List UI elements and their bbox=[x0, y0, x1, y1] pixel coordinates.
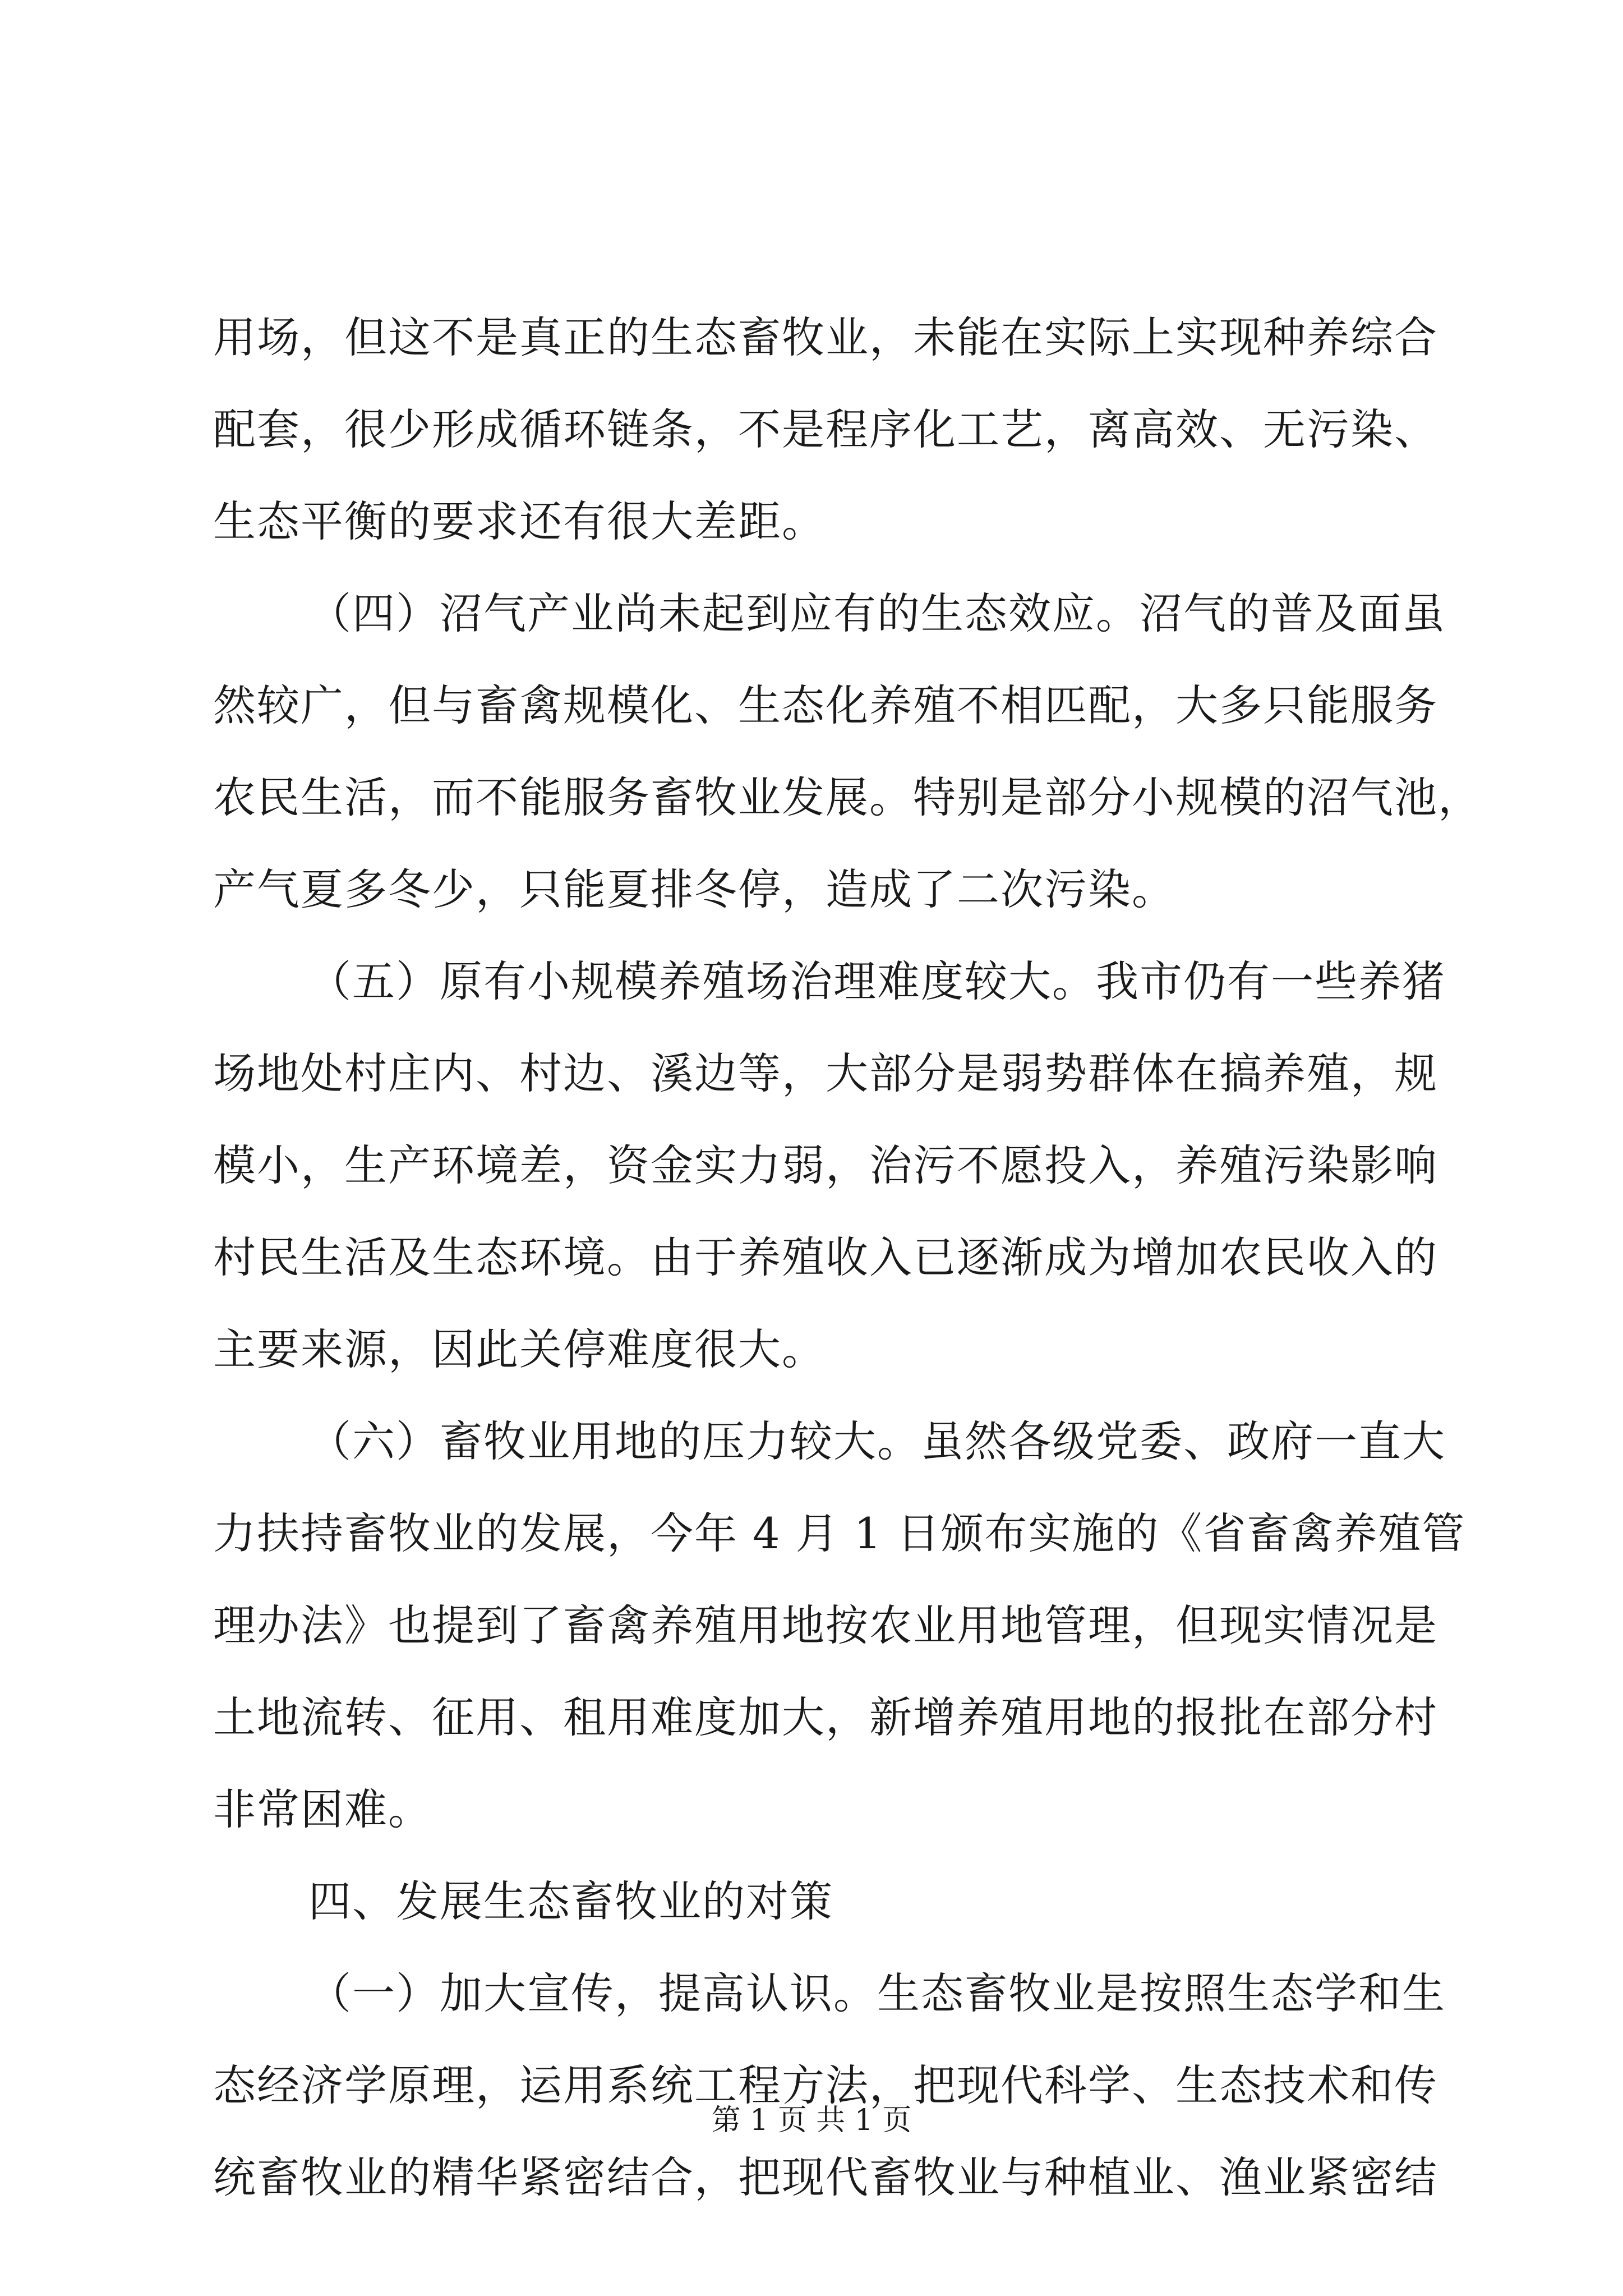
text-line: 产气夏多冬少，只能夏排冬停，造成了二次污染。 bbox=[213, 864, 1175, 914]
text-line: 农民生活，而不能服务畜牧业发展。特别是部分小规模的沼气池， bbox=[213, 772, 1482, 822]
text-line: 土地流转、征用、租用难度加大，新增养殖用地的报批在部分村 bbox=[213, 1692, 1438, 1742]
text-line: 力扶持畜牧业的发展，今年 4 月 1 日颁布实施的《省畜禽养殖管 bbox=[213, 1508, 1466, 1558]
text-line: 场地处村庄内、村边、溪边等，大部分是弱势群体在搞养殖，规 bbox=[213, 1048, 1438, 1098]
text-line: 统畜牧业的精华紧密结合，把现代畜牧业与种植业、渔业紧密结 bbox=[213, 2152, 1438, 2202]
text-line: 配套，很少形成循环链条，不是程序化工艺，离高效、无污染、 bbox=[213, 404, 1438, 454]
text-line: 四、发展生态畜牧业的对策 bbox=[308, 1876, 833, 1926]
document-body bbox=[213, 292, 1482, 2224]
text-line: 态经济学原理，运用系统工程方法，把现代科学、生态技术和传 bbox=[213, 2060, 1438, 2110]
page-footer: 第 1 页 共 1 页 bbox=[711, 2104, 912, 2137]
text-line: （六）畜牧业用地的压力较大。虽然各级党委、政府一直大 bbox=[308, 1416, 1446, 1466]
text-line: （一）加大宣传，提高认识。生态畜牧业是按照生态学和生 bbox=[308, 1968, 1446, 2018]
text-line: 生态平衡的要求还有很大差距。 bbox=[213, 496, 826, 546]
text-line: （四）沼气产业尚未起到应有的生态效应。沼气的普及面虽 bbox=[308, 588, 1446, 638]
text-line: 主要来源，因此关停难度很大。 bbox=[213, 1324, 826, 1374]
text-line: 然较广，但与畜禽规模化、生态化养殖不相匹配，大多只能服务 bbox=[213, 680, 1438, 730]
text-line: 村民生活及生态环境。由于养殖收入已逐渐成为增加农民收入的 bbox=[213, 1232, 1438, 1282]
text-line: 非常困难。 bbox=[213, 1784, 432, 1834]
text-line: 用场，但这不是真正的生态畜牧业，未能在实际上实现种养综合 bbox=[213, 312, 1438, 362]
text-line: 模小，生产环境差，资金实力弱，治污不愿投入，养殖污染影响 bbox=[213, 1140, 1438, 1190]
text-line: 理办法》也提到了畜禽养殖用地按农业用地管理，但现实情况是 bbox=[213, 1600, 1438, 1650]
text-line: （五）原有小规模养殖场治理难度较大。我市仍有一些养猪 bbox=[308, 956, 1446, 1006]
